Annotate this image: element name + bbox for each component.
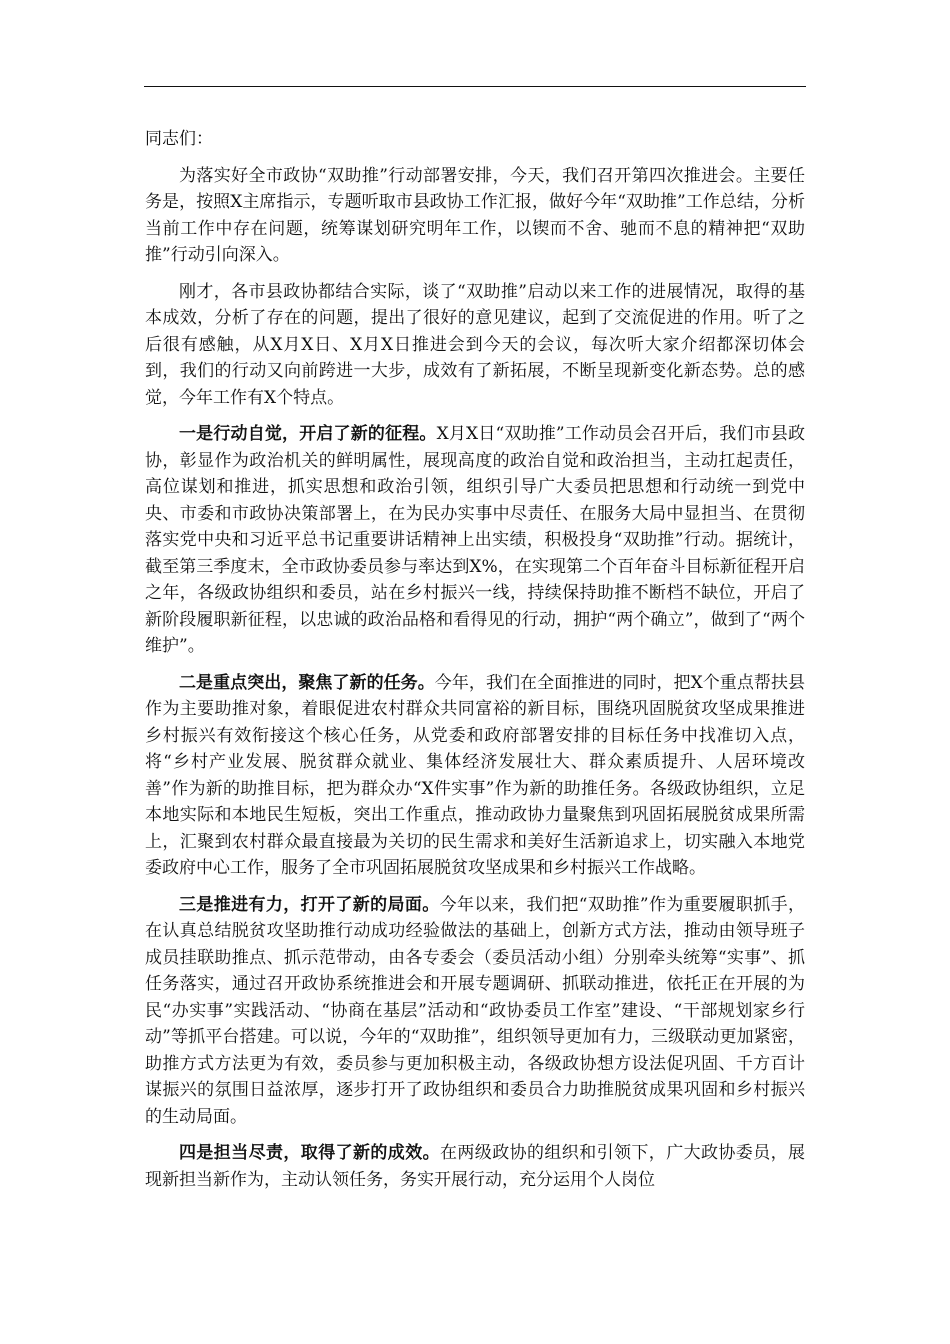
paragraph-point-1 (145, 421, 805, 660)
paragraph-text: 今年以来，我们把“双助推”作为重要履职抓手，在认真总结脱贫攻坚助推行动成功经验做法的基础上，创新方式方法，推动由领导班子成员挂联助推点、抓示范带动，由各专委会（委员活动小组）分别牵头统筹“实事”、抓任务落实，通过召开政协系统推进会和开展专题调研、抓联动推进，依托正在开展的为民“办实事”实践活动、“协商在基层”活动和“政协委员工作室”建设、“干部规划家乡行动”等抓平台搭建。可以说，今年的“双助推”，组织领导更加有力，三级联动更加紧密，助推方式方法更为有效，委员参与更加积极主动，各级政协想方设法促巩固、千方百计谋振兴的氛围日益浓厚，逐步打开了政协组织和委员合力助推脱贫成果巩固和乡村振兴的生动局面。 (145, 894, 805, 1127)
paragraph-text: 为落实好全市政协“双助推”行动部署安排，今天，我们召开第四次推进会。主要任务是，按照X主席指示，专题听取市县政协工作汇报，做好今年“双助推”工作总结，分析当前工作中存在问题，统筹谋划研究明年工作，以锲而不舍、驰而不息的精神把“双助推”行动引向深入。 (145, 165, 805, 265)
paragraph-text: 在两级政协的组织和引领下，广大政协委员，展现新担当新作为，主动认领任务，务实开展行动，充分运用个人岗位 (145, 1143, 805, 1190)
paragraph-point-4 (145, 1140, 805, 1193)
paragraph-summary (145, 279, 805, 412)
paragraph-text: X月X日“双助推”工作动员会召开后，我们市县政协，彰显作为政治机关的鲜明属性，展现高度的政治自觉和政治担当，主动扛起责任，高位谋划和推进，抓实思想和政治引领，组织引导广大委员把思想和行动统一到党中央、市委和市政协决策部署上，在为民办实事中尽责任、在服务大局中显担当、在贯彻落实党中央和习近平总书记重要讲话精神上出实绩，积极投身“双助推”行动。据统计，截至第三季度末，全市政协委员参与率达到X%，在实现第二个百年奋斗目标新征程开启之年，各级政协组织和委员，站在乡村振兴一线，持续保持助推不断档不缺位，开启了新阶段履职新征程，以忠诚的政治品格和看得见的行动，拥护“两个确立”，做到了“两个维护”。 (145, 424, 806, 656)
paragraph-lead: 三是推进有力，打开了新的局面。 (179, 894, 440, 915)
paragraph-point-3 (145, 892, 805, 1131)
paragraph-text: 刚才，各市县政协都结合实际，谈了“双助推”启动以来工作的进展情况，取得的基本成效，分析了存在的问题，提出了很好的意见建议，起到了交流促进的作用。听了之后很有感触，从X月X日、X月X日推进会到今天的会议，每次听大家介绍都深切体会到，我们的行动又向前跨进一大步，成效有了新拓展，不断呈现新变化新态势。总的感觉，今年工作有X个特点。 (145, 281, 805, 408)
paragraph-lead: 一是行动自觉，开启了新的征程。 (179, 424, 437, 444)
paragraph-lead: 四是担当尽责，取得了新的成效。 (179, 1143, 440, 1163)
paragraph-lead: 二是重点突出，聚焦了新的任务。 (179, 672, 435, 693)
salutation: 同志们： (145, 129, 213, 149)
paragraph-point-2 (145, 670, 805, 882)
header-rule (144, 86, 806, 87)
paragraph-text: 今年，我们在全面推进的同时，把X个重点帮扶县作为主要助推对象，着眼促进农村群众共同富裕的新目标，围绕巩固脱贫攻坚成果推进乡村振兴有效衔接这个核心任务，从党委和政府部署安排的目标任务中找准切入点，将“乡村产业发展、脱贫群众就业、集体经济发展壮大、群众素质提升、人居环境改善”作为新的助推目标，把为群众办“X件实事”作为新的助推任务。各级政协组织，立足本地实际和本地民生短板，突出工作重点，推动政协力量聚焦到巩固拓展脱贫成果所需上，汇聚到农村群众最直接最为关切的民生需求和美好生活新追求上，切实融入本地党委政府中心工作，服务了全市巩固拓展脱贫攻坚成果和乡村振兴工作战略。 (145, 672, 806, 878)
paragraph-intro (145, 163, 805, 269)
document-body (145, 126, 805, 1203)
